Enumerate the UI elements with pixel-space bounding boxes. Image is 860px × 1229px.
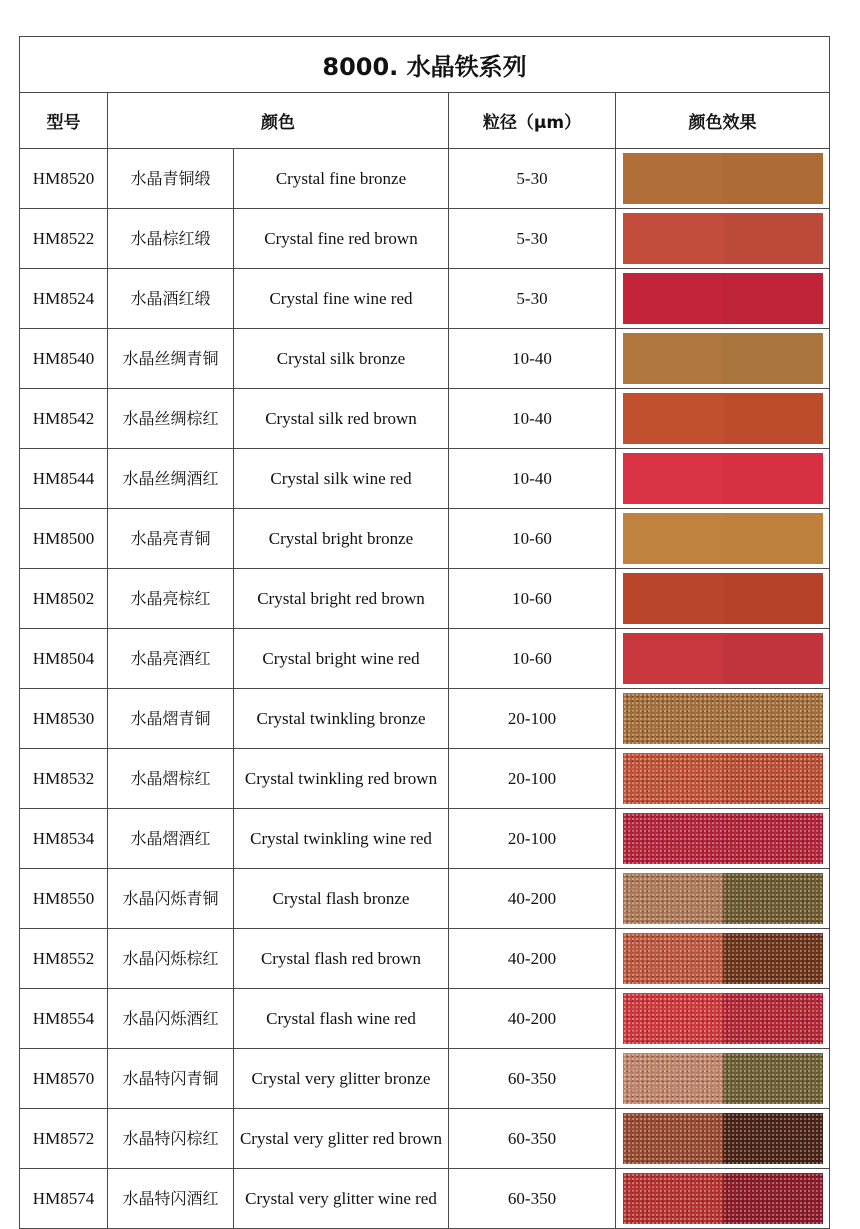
color-name-en: Crystal very glitter bronze xyxy=(234,1049,449,1109)
swatch-left xyxy=(623,873,723,924)
color-swatch xyxy=(623,1053,823,1104)
particle-size-cell: 60-350 xyxy=(449,1049,616,1109)
color-name-cn: 水晶亮酒红 xyxy=(108,629,234,689)
model-cell: HM8524 xyxy=(20,269,108,329)
model-cell: HM8550 xyxy=(20,869,108,929)
color-swatch xyxy=(623,573,823,624)
model-cell: HM8522 xyxy=(20,209,108,269)
table-row xyxy=(20,1049,830,1109)
swatch-left xyxy=(623,813,723,864)
color-effect-cell xyxy=(616,209,830,269)
swatch-left xyxy=(623,1113,723,1164)
table-row xyxy=(20,209,830,269)
color-name-cn: 水晶特闪酒红 xyxy=(108,1169,234,1229)
swatch-left xyxy=(623,993,723,1044)
particle-size-cell: 10-60 xyxy=(449,509,616,569)
color-name-cn: 水晶闪烁青铜 xyxy=(108,869,234,929)
color-name-en: Crystal silk bronze xyxy=(234,329,449,389)
color-effect-cell xyxy=(616,629,830,689)
model-cell: HM8500 xyxy=(20,509,108,569)
color-effect-cell xyxy=(616,1109,830,1169)
color-swatch xyxy=(623,513,823,564)
color-effect-cell xyxy=(616,449,830,509)
particle-size-cell: 20-100 xyxy=(449,749,616,809)
color-name-en: Crystal flash red brown xyxy=(234,929,449,989)
color-effect-cell xyxy=(616,929,830,989)
swatch-right xyxy=(723,213,823,264)
swatch-left xyxy=(623,513,723,564)
color-effect-cell xyxy=(616,389,830,449)
particle-size-cell: 10-40 xyxy=(449,389,616,449)
table-row xyxy=(20,869,830,929)
color-effect-cell xyxy=(616,749,830,809)
model-cell: HM8504 xyxy=(20,629,108,689)
particle-size-cell: 40-200 xyxy=(449,869,616,929)
color-name-cn: 水晶亮青铜 xyxy=(108,509,234,569)
swatch-right xyxy=(723,453,823,504)
table-row xyxy=(20,1109,830,1169)
swatch-left xyxy=(623,333,723,384)
swatch-right xyxy=(723,693,823,744)
model-cell: HM8554 xyxy=(20,989,108,1049)
color-name-cn: 水晶闪烁棕红 xyxy=(108,929,234,989)
swatch-left xyxy=(623,453,723,504)
particle-size-cell: 20-100 xyxy=(449,809,616,869)
table-row xyxy=(20,389,830,449)
particle-size-cell: 5-30 xyxy=(449,269,616,329)
color-name-cn: 水晶熠棕红 xyxy=(108,749,234,809)
page-title: 8000. 水晶铁系列 xyxy=(20,37,830,93)
color-swatch xyxy=(623,873,823,924)
color-name-en: Crystal bright wine red xyxy=(234,629,449,689)
color-name-cn: 水晶青铜缎 xyxy=(108,149,234,209)
color-name-en: Crystal silk wine red xyxy=(234,449,449,509)
color-swatch xyxy=(623,633,823,684)
color-name-cn: 水晶特闪棕红 xyxy=(108,1109,234,1169)
swatch-left xyxy=(623,1053,723,1104)
swatch-left xyxy=(623,933,723,984)
swatch-right xyxy=(723,333,823,384)
color-effect-cell xyxy=(616,1169,830,1229)
swatch-left xyxy=(623,273,723,324)
swatch-right xyxy=(723,633,823,684)
color-name-en: Crystal bright bronze xyxy=(234,509,449,569)
swatch-right xyxy=(723,273,823,324)
table-row xyxy=(20,269,830,329)
color-swatch xyxy=(623,213,823,264)
model-cell: HM8540 xyxy=(20,329,108,389)
swatch-left xyxy=(623,1173,723,1224)
swatch-left xyxy=(623,393,723,444)
table-row xyxy=(20,929,830,989)
swatch-left xyxy=(623,633,723,684)
table-row xyxy=(20,509,830,569)
swatch-left xyxy=(623,573,723,624)
table-row xyxy=(20,749,830,809)
swatch-right xyxy=(723,513,823,564)
swatch-right xyxy=(723,1053,823,1104)
model-cell: HM8552 xyxy=(20,929,108,989)
table-row xyxy=(20,449,830,509)
header-model: 型号 xyxy=(20,93,108,149)
color-name-cn: 水晶闪烁酒红 xyxy=(108,989,234,1049)
swatch-right xyxy=(723,813,823,864)
color-effect-cell xyxy=(616,989,830,1049)
swatch-right xyxy=(723,573,823,624)
model-cell: HM8570 xyxy=(20,1049,108,1109)
color-name-en: Crystal fine bronze xyxy=(234,149,449,209)
table-row xyxy=(20,569,830,629)
color-name-cn: 水晶丝绸棕红 xyxy=(108,389,234,449)
particle-size-cell: 10-60 xyxy=(449,629,616,689)
color-swatch xyxy=(623,453,823,504)
color-swatch xyxy=(623,393,823,444)
particle-size-cell: 40-200 xyxy=(449,929,616,989)
model-cell: HM8532 xyxy=(20,749,108,809)
table-row xyxy=(20,809,830,869)
color-name-cn: 水晶特闪青铜 xyxy=(108,1049,234,1109)
swatch-right xyxy=(723,933,823,984)
color-swatch xyxy=(623,273,823,324)
swatch-left xyxy=(623,153,723,204)
color-name-cn: 水晶酒红缎 xyxy=(108,269,234,329)
color-swatch xyxy=(623,993,823,1044)
swatch-left xyxy=(623,753,723,804)
color-name-en: Crystal very glitter wine red xyxy=(234,1169,449,1229)
color-swatch xyxy=(623,813,823,864)
model-cell: HM8542 xyxy=(20,389,108,449)
model-cell: HM8544 xyxy=(20,449,108,509)
table-row xyxy=(20,989,830,1049)
color-effect-cell xyxy=(616,269,830,329)
table-row xyxy=(20,689,830,749)
table-row xyxy=(20,1169,830,1229)
color-name-en: Crystal twinkling red brown xyxy=(234,749,449,809)
color-name-en: Crystal fine red brown xyxy=(234,209,449,269)
particle-size-cell: 5-30 xyxy=(449,209,616,269)
particle-size-cell: 10-60 xyxy=(449,569,616,629)
color-effect-cell xyxy=(616,1049,830,1109)
particle-size-cell: 10-40 xyxy=(449,329,616,389)
table-row xyxy=(20,149,830,209)
swatch-left xyxy=(623,693,723,744)
swatch-right xyxy=(723,1173,823,1224)
color-name-en: Crystal silk red brown xyxy=(234,389,449,449)
color-swatch xyxy=(623,693,823,744)
color-name-en: Crystal fine wine red xyxy=(234,269,449,329)
swatch-right xyxy=(723,753,823,804)
model-cell: HM8572 xyxy=(20,1109,108,1169)
header-effect: 颜色效果 xyxy=(616,93,830,149)
color-swatch xyxy=(623,1113,823,1164)
swatch-left xyxy=(623,213,723,264)
swatch-right xyxy=(723,993,823,1044)
color-name-cn: 水晶棕红缎 xyxy=(108,209,234,269)
color-name-cn: 水晶熠酒红 xyxy=(108,809,234,869)
particle-size-cell: 20-100 xyxy=(449,689,616,749)
model-cell: HM8574 xyxy=(20,1169,108,1229)
color-effect-cell xyxy=(616,869,830,929)
product-table xyxy=(19,36,830,1229)
color-swatch xyxy=(623,333,823,384)
color-effect-cell xyxy=(616,689,830,749)
color-swatch xyxy=(623,933,823,984)
color-name-en: Crystal flash wine red xyxy=(234,989,449,1049)
swatch-right xyxy=(723,393,823,444)
color-name-en: Crystal twinkling wine red xyxy=(234,809,449,869)
particle-size-cell: 60-350 xyxy=(449,1109,616,1169)
color-name-cn: 水晶亮棕红 xyxy=(108,569,234,629)
table-row xyxy=(20,329,830,389)
color-name-en: Crystal bright red brown xyxy=(234,569,449,629)
swatch-right xyxy=(723,1113,823,1164)
model-cell: HM8502 xyxy=(20,569,108,629)
color-name-en: Crystal twinkling bronze xyxy=(234,689,449,749)
color-name-en: Crystal flash bronze xyxy=(234,869,449,929)
color-name-cn: 水晶熠青铜 xyxy=(108,689,234,749)
particle-size-cell: 60-350 xyxy=(449,1169,616,1229)
particle-size-cell: 10-40 xyxy=(449,449,616,509)
swatch-right xyxy=(723,873,823,924)
color-effect-cell xyxy=(616,569,830,629)
color-swatch xyxy=(623,153,823,204)
color-effect-cell xyxy=(616,149,830,209)
color-name-cn: 水晶丝绸青铜 xyxy=(108,329,234,389)
color-swatch xyxy=(623,753,823,804)
color-swatch xyxy=(623,1173,823,1224)
color-name-en: Crystal very glitter red brown xyxy=(234,1109,449,1169)
model-cell: HM8530 xyxy=(20,689,108,749)
title-row xyxy=(20,37,830,93)
swatch-right xyxy=(723,153,823,204)
color-effect-cell xyxy=(616,809,830,869)
header-row xyxy=(20,93,830,149)
color-effect-cell xyxy=(616,329,830,389)
color-effect-cell xyxy=(616,509,830,569)
color-name-cn: 水晶丝绸酒红 xyxy=(108,449,234,509)
table-row xyxy=(20,629,830,689)
model-cell: HM8534 xyxy=(20,809,108,869)
header-color: 颜色 xyxy=(108,93,449,149)
header-particle-size: 粒径（μm） xyxy=(449,93,616,149)
model-cell: HM8520 xyxy=(20,149,108,209)
particle-size-cell: 40-200 xyxy=(449,989,616,1049)
particle-size-cell: 5-30 xyxy=(449,149,616,209)
